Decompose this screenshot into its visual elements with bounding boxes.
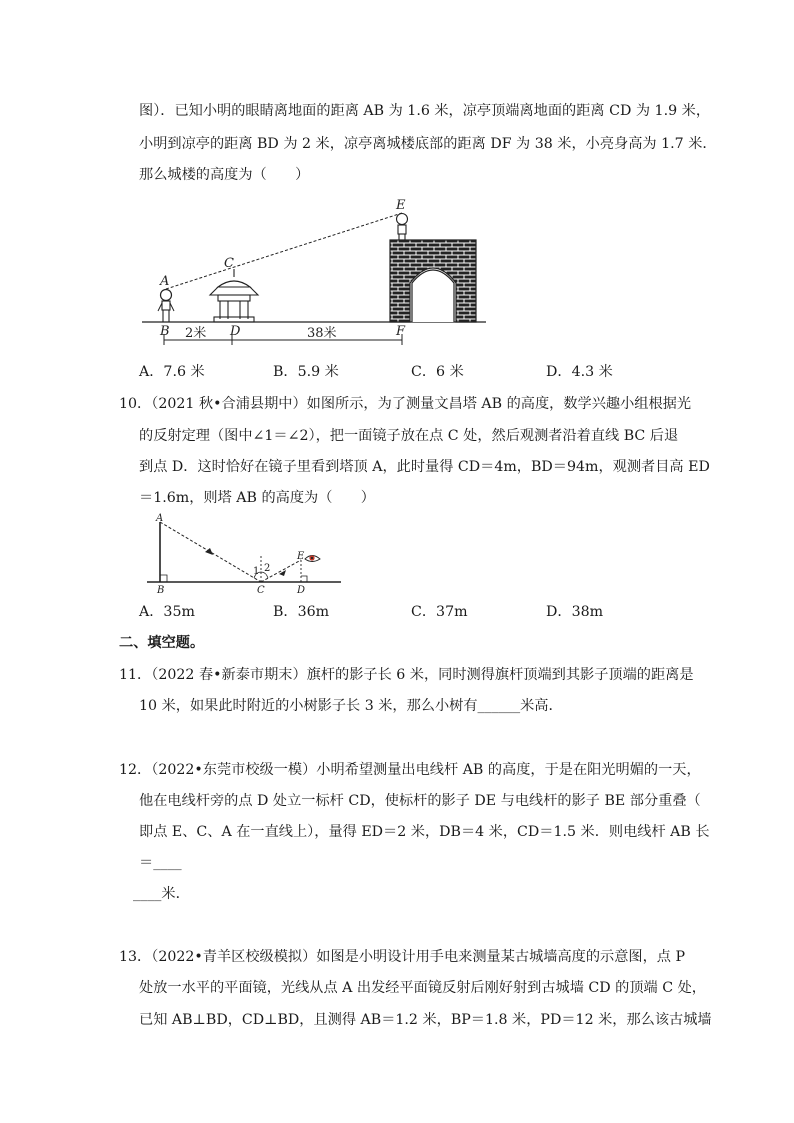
eye-icon [305,555,320,561]
q10-label-c: C [257,585,265,596]
q10-line-1: 10．（2021 秋•合浦县期中）如图所示，为了测量文昌塔 AB 的高度，数学兴趣小组根据光 [119,396,692,412]
q10-label-angle1: 1 [253,566,260,577]
q9-label-c: C [224,256,234,271]
q9-line-2: 小明到凉亭的距离 BD 为 2 米，凉亭离城楼底部的距离 DF 为 38 米，小亮身高为 1.7 米． [139,136,717,152]
q10-line-4: ＝1.6m，则塔 AB 的高度为（ ） [139,490,375,506]
q10-option-a[interactable]: A．35m [139,604,195,620]
q11-line-1: 11．（2022 春•新泰市期末）旗杆的影子长 6 米，同时测得旗杆顶端到其影子顶端的距离是 [119,667,694,683]
q10-label-angle2: 2 [264,563,271,574]
q13-line-2: 处放一水平的平面镜，光线从点 A 出发经平面镜反射后刚好射到古城墙 CD 的顶端 C 处， [139,980,706,996]
q10-figure [145,512,345,598]
q12-line-2: 他在电线杆旁的点 D 处立一标杆 CD，使标杆的影子 DE 与电线杆的影子 BE 部分重叠（ [139,793,701,809]
q10-option-b[interactable]: B．36m [273,604,330,620]
q10-label-e: E [297,551,305,562]
q9-dim-df: 38米 [307,326,337,341]
q10-option-d[interactable]: D．38m [546,604,604,620]
q11-line-2: 10 米，如果此时附近的小树影子长 3 米，那么小树有______米高． [139,698,563,714]
q13-line-1: 13．（2022•青羊区校级模拟）如图是小明设计用手电来测量某古城墙高度的示意图，点 P [119,949,686,965]
q10-line-3: 到点 D．这时恰好在镜子里看到塔顶 A，此时量得 CD＝4m，BD＝94m，观测者目高 ED [139,459,710,475]
q10-label-a: A [156,513,164,524]
q9-pavilion [210,269,258,322]
q9-person-xiaoliang [397,214,408,241]
q10-line-2: 的反射定理（图中∠1＝∠2），把一面镜子放在点 C 处，然后观测者沿着直线 BC 后退 [139,428,679,444]
q9-label-d: D [230,324,241,339]
q9-label-f: F [396,324,406,339]
q9-label-e: E [396,198,406,213]
q9-option-b[interactable]: B．5.9 米 [273,364,339,380]
q9-line-1: 图）．已知小明的眼睛离地面的距离 AB 为 1.6 米，凉亭顶端离地面的距离 CD 为 1.9 米， [139,103,711,119]
q9-figure [140,195,490,355]
q12-line-4: ＝____ [139,855,182,871]
q10-label-b: B [157,585,165,596]
q9-person-xiaoming [158,290,174,323]
q9-label-b: B [160,324,170,339]
q10-arrow-ce [279,570,286,576]
q9-option-a[interactable]: A．7.6 米 [139,364,205,380]
q9-label-a: A [160,274,170,289]
q9-option-d[interactable]: D．4.3 米 [546,364,613,380]
q10-arrow-ac [205,548,213,555]
q10-label-d: D [297,585,306,596]
q9-dim-bd: 2米 [185,326,207,341]
q12-line-3: 即点 E、C、A 在一直线上），量得 ED＝2 米，DB＝4 米，CD＝1.5 米．则电线杆 AB 长 [139,824,710,840]
q12-line-1: 12．（2022•东莞市校级一模）小明希望测量出电线杆 AB 的高度，于是在阳光明媚的一天， [119,762,701,778]
q12-line-5: ____米． [133,886,190,902]
q9-option-c[interactable]: C．6 米 [411,364,464,380]
q9-line-3: 那么城楼的高度为（ ） [139,167,310,183]
q9-sight-line [166,213,402,289]
q10-option-c[interactable]: C．37m [411,604,468,620]
q9-city-tower [390,240,476,322]
q13-line-3: 已知 AB⊥BD，CD⊥BD，且测得 AB＝1.2 米，BP＝1.8 米，PD＝12 米，那么该古城墙 [139,1012,712,1028]
section-heading-fill-blank: 二、填空题。 [119,635,205,651]
